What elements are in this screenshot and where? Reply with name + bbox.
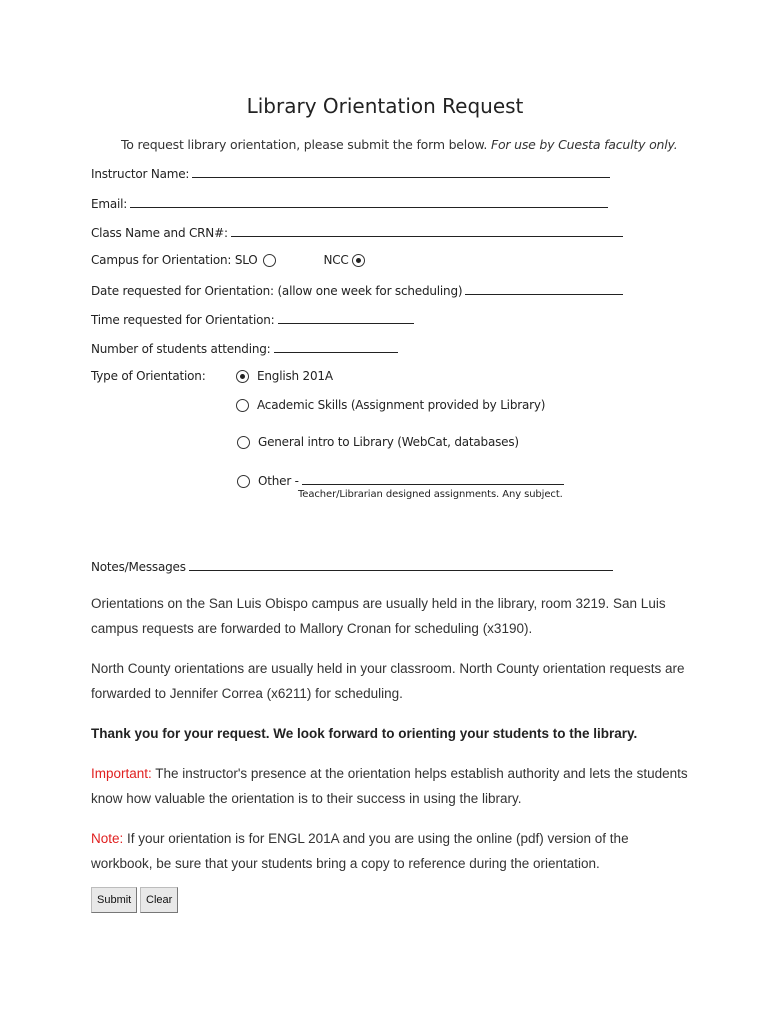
campus-ncc-radio[interactable]: [352, 254, 365, 267]
notes-input[interactable]: [189, 558, 613, 571]
campus-slo-radio[interactable]: [263, 254, 276, 267]
time-label: Time requested for Orientation:: [91, 313, 275, 327]
email-label: Email:: [91, 197, 128, 211]
students-label: Number of students attending:: [91, 342, 271, 356]
submit-button[interactable]: Submit: [91, 887, 137, 913]
ncc-paragraph: North County orientations are usually held in your classroom. North County orientation requests are forwarded to Jennifer Correa (x6211) for scheduling.: [91, 661, 685, 701]
type-other-radio[interactable]: [237, 475, 250, 488]
type-option-general[interactable]: [237, 435, 519, 449]
type-option-english[interactable]: [236, 369, 333, 383]
important-label: Important:: [91, 766, 152, 781]
class-field: [91, 224, 623, 240]
email-input[interactable]: [130, 195, 608, 208]
students-field: [91, 340, 398, 356]
clear-button[interactable]: Clear: [140, 887, 178, 913]
note-paragraph: [91, 826, 691, 876]
other-input[interactable]: [302, 472, 564, 485]
notes-field: [91, 558, 613, 574]
type-academic-radio[interactable]: [236, 399, 249, 412]
notes-label: Notes/Messages: [91, 560, 186, 574]
type-english-label: English 201A: [257, 369, 333, 383]
date-input[interactable]: [465, 282, 623, 295]
slo-paragraph: Orientations on the San Luis Obispo campus are usually held in the library, room 3219. San Luis campus requests are forwarded to Mallory Cronan for scheduling (x3190).: [91, 596, 666, 636]
campus-ncc-label: NCC: [323, 253, 349, 267]
date-field: [91, 282, 623, 298]
page-title: Library Orientation Request: [246, 94, 524, 118]
intro-text: [121, 137, 678, 152]
important-paragraph: [91, 761, 691, 811]
type-other-label: Other -: [258, 474, 299, 488]
class-input[interactable]: [231, 224, 623, 237]
time-field: [91, 311, 414, 327]
type-general-radio[interactable]: [237, 436, 250, 449]
class-label: Class Name and CRN#:: [91, 226, 228, 240]
campus-label: Campus for Orientation: SLO: [91, 253, 258, 267]
other-note: Teacher/Librarian designed assignments. Any subject.: [298, 489, 563, 500]
type-general-label: General intro to Library (WebCat, databases): [258, 435, 519, 449]
type-option-academic[interactable]: [236, 398, 545, 412]
intro-italic: For use by Cuesta faculty only.: [490, 137, 678, 152]
thanks-paragraph: Thank you for your request. We look forward to orienting your students to the library.: [91, 726, 638, 741]
important-text: The instructor's presence at the orientation helps establish authority and lets the students know how valuable the orientation is to their success in using the library.: [91, 766, 688, 806]
note-text: If your orientation is for ENGL 201A and you are using the online (pdf) version of the workbook, be sure that your students bring a copy to reference during the orientation.: [91, 831, 629, 871]
type-label: Type of Orientation:: [91, 369, 206, 383]
note-label: Note:: [91, 831, 124, 846]
date-label: Date requested for Orientation: (allow one week for scheduling): [91, 284, 463, 298]
instructor-field: [91, 165, 610, 181]
instructor-label: Instructor Name:: [91, 167, 190, 181]
students-input[interactable]: [274, 340, 398, 353]
type-academic-label: Academic Skills (Assignment provided by Library): [257, 398, 546, 412]
instructor-input[interactable]: [192, 165, 610, 178]
campus-field: [91, 253, 365, 267]
intro-main: To request library orientation, please submit the form below.: [121, 137, 488, 152]
type-option-other[interactable]: [237, 472, 564, 488]
time-input[interactable]: [278, 311, 414, 324]
type-english-radio[interactable]: [236, 370, 249, 383]
email-field: [91, 195, 608, 211]
